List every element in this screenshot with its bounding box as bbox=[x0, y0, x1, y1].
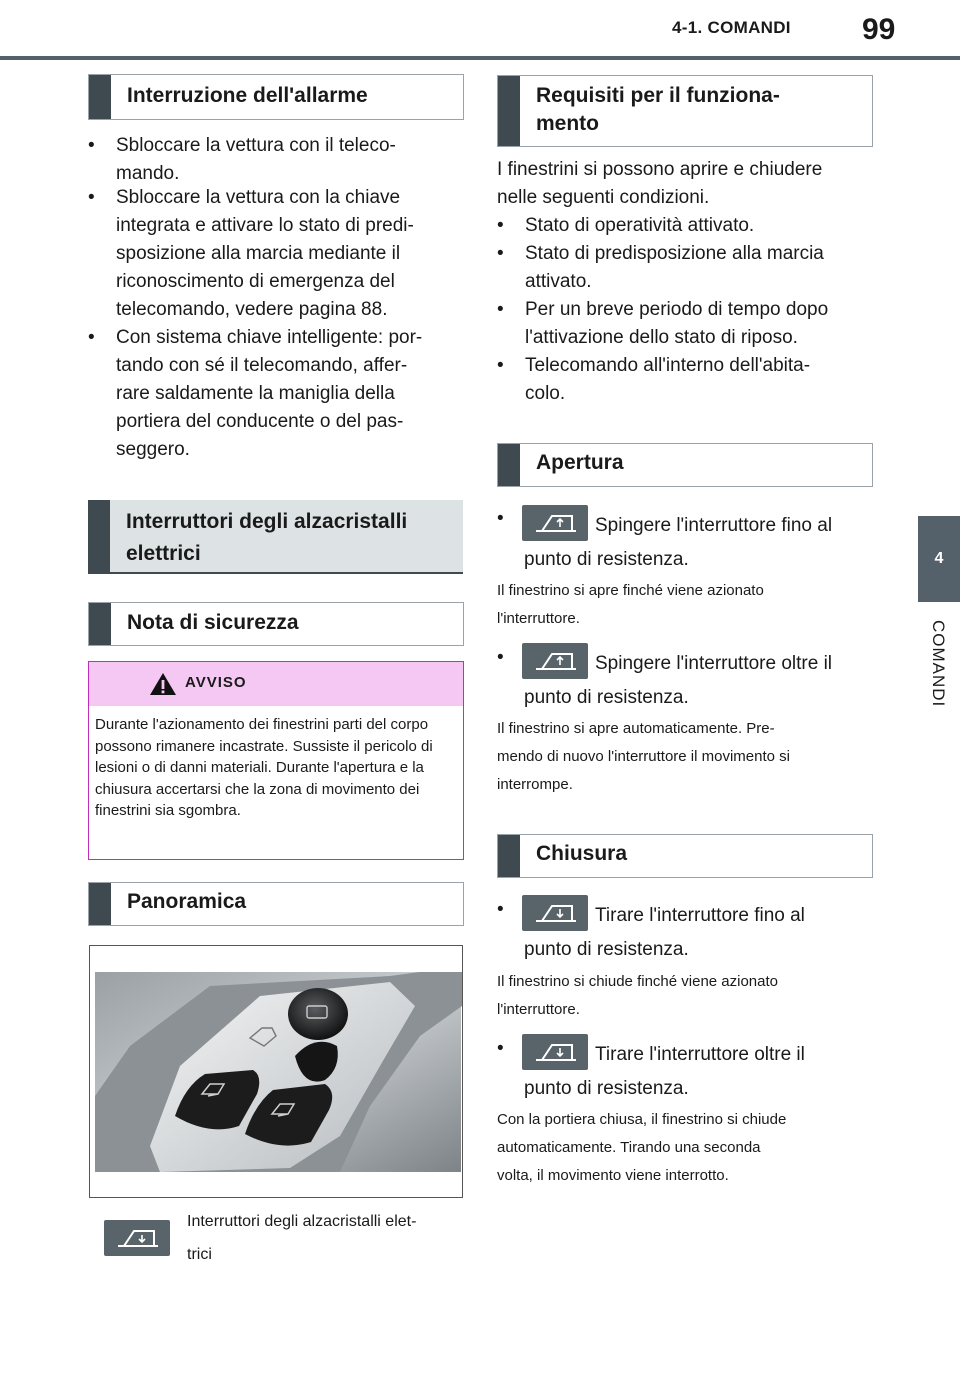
chiusura-note-1: Il finestrino si chiude finché viene azionato l'interruttore. bbox=[497, 973, 779, 1018]
heading-bar bbox=[498, 835, 520, 877]
heading-text: Interruzione dell'allarme bbox=[127, 84, 368, 107]
heading-requisiti bbox=[497, 75, 873, 147]
list-item: • Per un breve periodo di tempo dopo l'attivazione dello stato di riposo. bbox=[497, 296, 901, 352]
heading-bar bbox=[89, 883, 111, 925]
list-item: • Sbloccare la vettura con la chiave integrata e attivare lo stato di predi- sposizione alla marcia mediante il riconoscimento di emergenza del telecomando, vedere pagina 88. bbox=[88, 184, 492, 324]
heading-bar bbox=[89, 603, 111, 645]
heading-text: Interruttori degli alzacristalli elettrici bbox=[126, 510, 408, 565]
window-switch-photo bbox=[89, 945, 463, 1198]
list-item: • Sbloccare la vettura con il teleco- mando. bbox=[88, 132, 492, 188]
heading-bar bbox=[88, 500, 110, 572]
warning-box bbox=[88, 661, 464, 860]
list-item: • Telecomando all'interno dell'abita- colo. bbox=[497, 352, 901, 408]
chapter-tab[interactable]: 4 bbox=[918, 516, 960, 602]
heading-text: Nota di sicurezza bbox=[127, 611, 299, 634]
warning-triangle-icon bbox=[149, 672, 177, 701]
apertura-note-1: Il finestrino si apre finché viene azionato l'interruttore. bbox=[497, 582, 764, 627]
bullet-mark: • bbox=[497, 508, 504, 529]
window-switch-icon bbox=[104, 1220, 170, 1256]
apertura-note-2: Il finestrino si apre automaticamente. Pre- mendo di nuovo l'interruttore il movimento si interrompe. bbox=[497, 720, 790, 793]
chiusura-step-2: Tirare l'interruttore oltre il punto di resistenza. bbox=[524, 1044, 805, 1099]
chiusura-note-2: Con la portiera chiusa, il finestrino si chiude automaticamente. Tirando una seconda volta, il movimento viene interrotto. bbox=[497, 1111, 787, 1184]
header-rule bbox=[0, 56, 960, 60]
heading-nota-sicurezza bbox=[88, 602, 464, 646]
warning-text: Durante l'azionamento dei finestrini parti del corpo possono rimanere incastrate. Sussiste il pericolo di lesioni o di danni materiali. Durante l'apertura e la chiusura accertarsi che la zona di movimento dei finestrini sia sgombra. bbox=[95, 716, 433, 819]
heading-text: Chiusura bbox=[536, 842, 628, 865]
list-item: • Con sistema chiave intelligente: por- tando con sé il telecomando, affer- rare saldamente la maniglia della portiera del conducente o del pas- seggero. bbox=[88, 324, 492, 464]
apertura-step-2: Spingere l'interruttore oltre il punto di resistenza. bbox=[524, 653, 833, 708]
heading-interruttori-alzacristalli bbox=[88, 500, 463, 574]
heading-interruzione-allarme bbox=[88, 74, 464, 120]
heading-text: Panoramica bbox=[127, 890, 247, 913]
heading-apertura bbox=[497, 443, 873, 487]
running-header: 4-1. COMANDI bbox=[672, 18, 791, 37]
list-item: • Stato di predisposizione alla marcia attivato. bbox=[497, 240, 901, 296]
bullet-mark: • bbox=[497, 647, 504, 668]
heading-bar bbox=[498, 76, 520, 146]
heading-chiusura bbox=[497, 834, 873, 878]
heading-text: Apertura bbox=[536, 451, 624, 474]
apertura-step-1: Spingere l'interruttore fino al punto di resistenza. bbox=[524, 515, 833, 570]
warning-title: AVVISO bbox=[185, 674, 247, 691]
warning-header bbox=[89, 662, 463, 706]
chapter-label: COMANDI bbox=[929, 620, 948, 708]
heading-bar bbox=[498, 444, 520, 486]
page-number: 99 bbox=[862, 13, 896, 46]
chiusura-step-1: Tirare l'interruttore fino al punto di resistenza. bbox=[524, 905, 805, 960]
list-item: • Stato di operatività attivato. bbox=[497, 212, 901, 240]
requisiti-intro: I finestrini si possono aprire e chiudere nelle seguenti condizioni. bbox=[497, 159, 823, 208]
legend-text: Interruttori degli alzacristalli elet- trici bbox=[187, 1213, 417, 1263]
bullet-mark: • bbox=[497, 1038, 504, 1059]
heading-bar bbox=[89, 75, 111, 119]
heading-text: Requisiti per il funziona- mento bbox=[536, 84, 780, 135]
bullet-mark: • bbox=[497, 899, 504, 920]
heading-panoramica bbox=[88, 882, 464, 926]
